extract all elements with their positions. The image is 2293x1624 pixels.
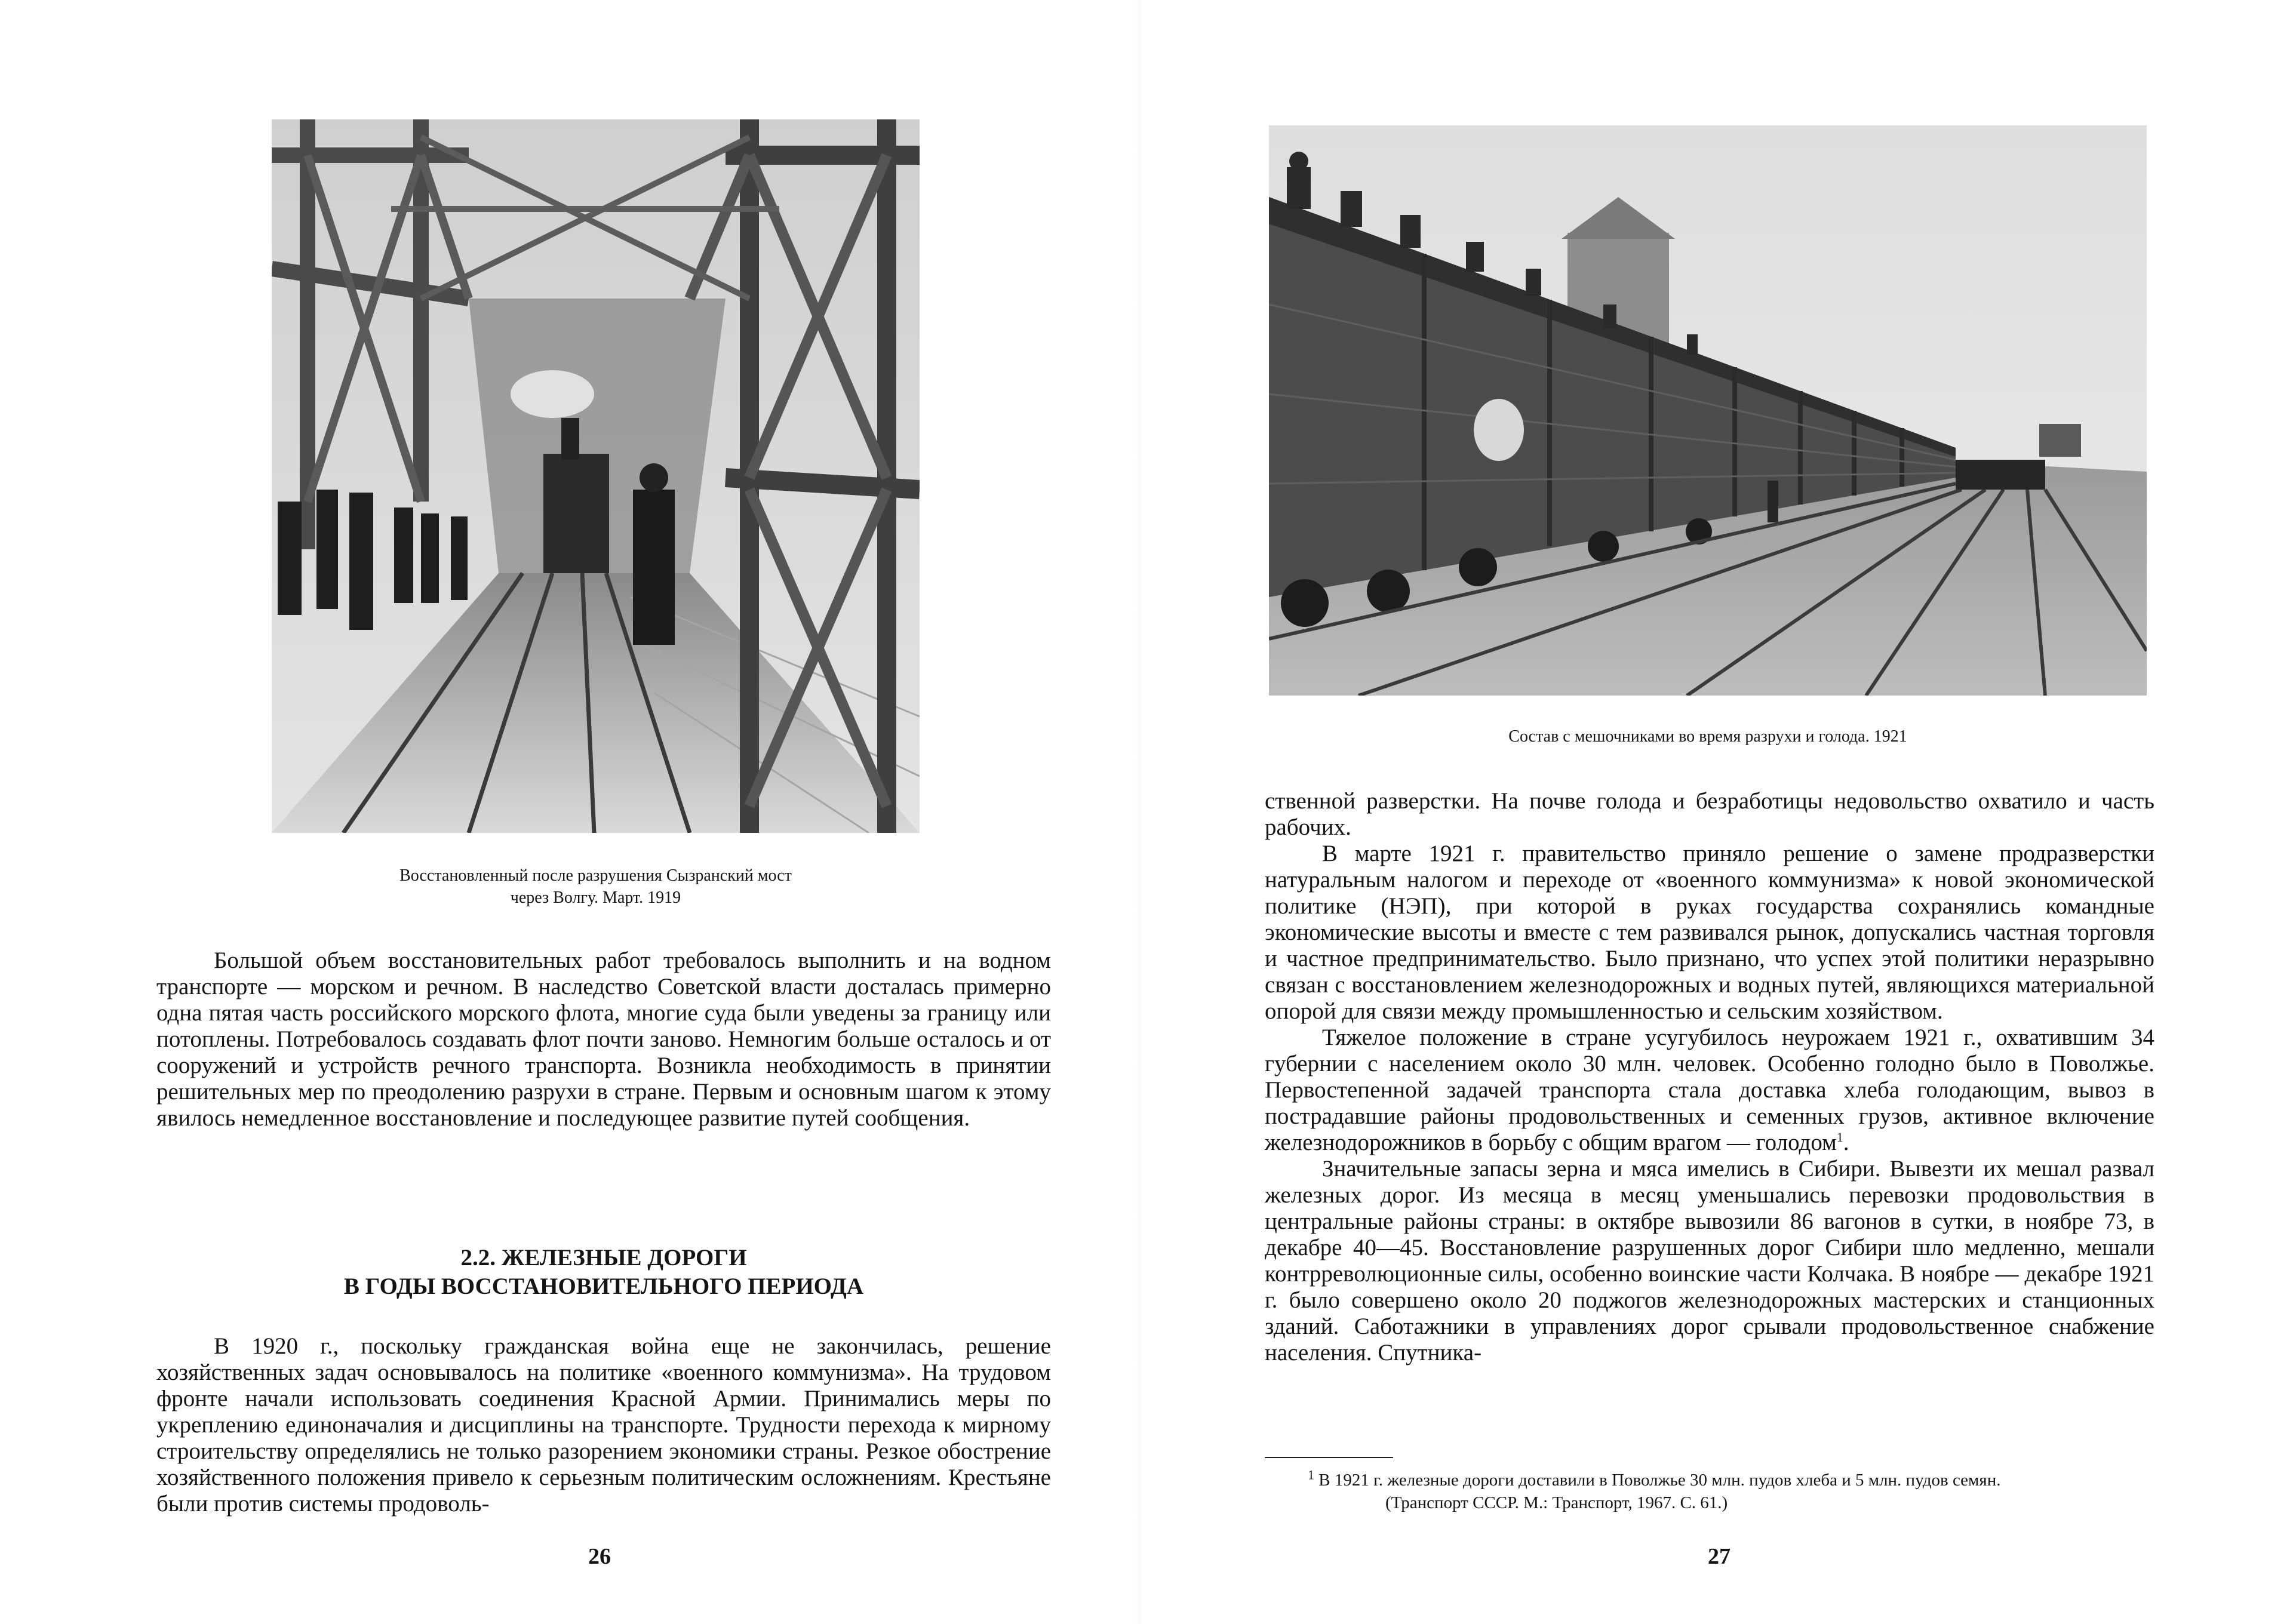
bridge-photo-caption: [272, 865, 920, 909]
paragraph-text: В 1920 г., поскольку гражданская война еще не закончилась, решение хозяйственных задач основывалось на политике «военного коммунизма». На трудовом фронте начали использовать соединения Красной Армии. Принимались меры по укреплению единоначалия и дисциплины на транспорте. Трудности перехода к мирному строительству определялись не только разорением экономики страны. Резкое обострение хозяйственного положения привело к серьезным политическим осложнениям. Крестьяне были против системы продоволь-: [156, 1333, 1051, 1517]
train-photo-image: [1269, 125, 2147, 696]
footnote-reference: 1: [1836, 1130, 1843, 1145]
bridge-photo-image: [272, 119, 920, 833]
paragraph-nep: В марте 1921 г. правительство приняло решение о замене продразверстки натуральным налогом и переходе от «военного коммунизма» к новой экономической политике (НЭП), при которой в руках государства сохранялись командные экономические высоты и вместе с тем развивался рынок, допускались частная торговля и частное предпринимательство. Было признано, что успех этой политики неразрывно связан с восстановлением железнодорожных и водных путей, являющихся материальной опорой для связи между промышленностью и сельским хозяйством.: [1265, 841, 2154, 1024]
left-paragraph-water-transport: [156, 948, 1051, 1131]
train-photo: [1269, 125, 2147, 696]
paragraph-famine-text: Тяжелое положение в стране усугубилось неурожаем 1921 г., охватившим 34 губернии с населением около 30 млн. человек. Особенно голодно было в Поволжье. Первостепенной задачей транспорта стала доставка хлеба голодающим, вывоз в пострадавшие районы продовольственных и семенных грузов, активное включение железнодорожников в борьбу с общим врагом — голодом: [1265, 1025, 2154, 1155]
paragraph-siberia: Значительные запасы зерна и мяса имелись в Сибири. Вывезти их мешал развал железных дорог. Из месяца в месяц уменьшались перевозки продовольствия в центральные районы страны: в октябре вывозили 86 вагонов в сутки, в ноябре 73, в декабре 40—45. Восстановление разрушенных дорог Сибири шло медленно, мешали контрреволюционные силы, особенно воинские части Колчака. В ноябре — декабре 1921 г. было совершено около 20 поджогов железнодорожных мастерских и станционных зданий. Саботажники в управлениях дорог срывали продовольственное снабжение населения. Спутника-: [1265, 1156, 2154, 1365]
bridge-photo: [272, 119, 920, 833]
footnote-line-2: (Транспорт СССР. М.: Транспорт, 1967. С. 61.): [1385, 1493, 1728, 1512]
left-page: [0, 0, 1141, 1624]
paragraph-famine: [1265, 1025, 2154, 1156]
left-paragraph-1920: [156, 1333, 1051, 1517]
paragraph-text: Большой объем восстановительных работ требовалось выполнить и на водном транспорте — морском и речном. В наследство Советской власти досталась примерно одна пятая часть российского морского флота, многие суда были уведены за границу или потоплены. Потребовалось создавать флот почти заново. Немногим больше осталось и от сооружений и устройств речного транспорта. Возникла необходимость в принятии решительных мер по преодолению разрухи в стране. Первым и основным шагом к этому явилось немедленное восстановление и последующее развитие путей сообщения.: [156, 948, 1051, 1131]
train-photo-caption: Состав с мешочниками во время разрухи и голода. 1921: [1508, 727, 1907, 746]
bridge-caption-line-2: через Волгу. Март. 1919: [510, 888, 681, 907]
footnote-marker: 1: [1308, 1467, 1314, 1482]
footnote: [1308, 1469, 2156, 1514]
page-number-left: 26: [588, 1544, 611, 1569]
section-heading-line-2: В ГОДЫ ВОССТАНОВИТЕЛЬНОГО ПЕРИОДА: [343, 1274, 864, 1299]
footnote-separator: [1265, 1457, 1393, 1458]
footnote-text: В 1921 г. железные дороги доставили в Поволжье 30 млн. пудов хлеба и 5 млн. пудов семян.: [1318, 1471, 2001, 1490]
bridge-caption-line-1: Восстановленный после разрушения Сызранский мост: [399, 866, 792, 885]
page-number-right: 27: [1708, 1544, 1730, 1569]
right-page-body: [1265, 788, 2154, 1366]
paragraph-continuation: ственной разверстки. На почве голода и безработицы недовольство охватило и часть рабочих.: [1265, 788, 2154, 840]
section-heading-line-1: 2.2. ЖЕЛЕЗНЫЕ ДОРОГИ: [460, 1245, 747, 1271]
paragraph-famine-end: .: [1843, 1130, 1849, 1155]
footnote-line-1: [1308, 1469, 2156, 1491]
